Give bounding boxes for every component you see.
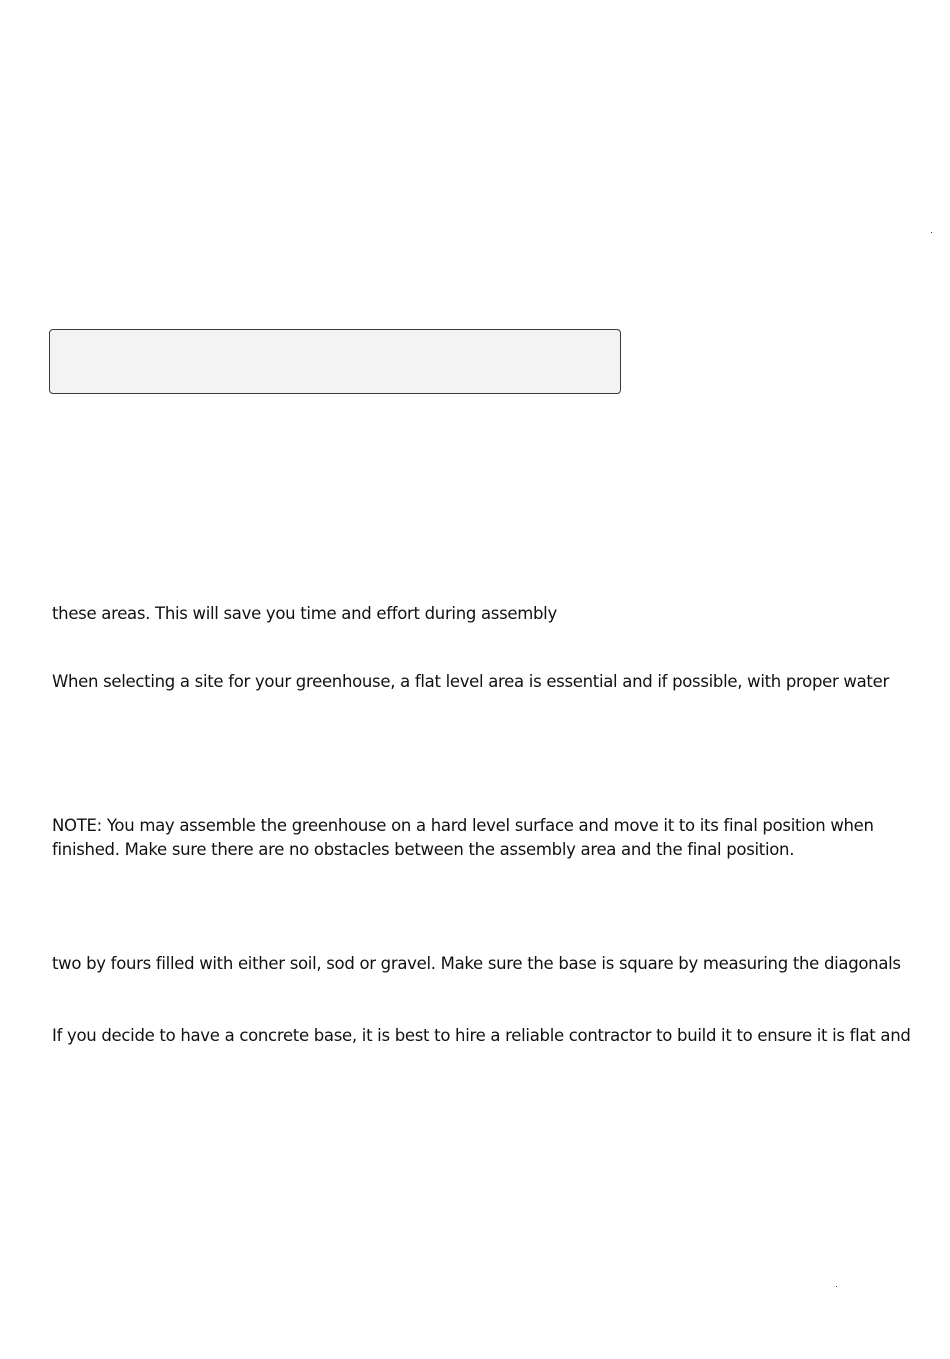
text-line-note: NOTE: You may assemble the greenhouse on a hard level surface and move it to its final position when [52, 816, 874, 835]
stray-mark [836, 1286, 837, 1287]
text-line-base-frame: two by fours filled with either soil, sod or gravel. Make sure the base is square by measuring the diagonals [52, 954, 901, 973]
text-line-concrete-base: If you decide to have a concrete base, it is best to hire a reliable contractor to build it to ensure it is flat and [52, 1026, 911, 1045]
empty-heading-box [49, 329, 621, 394]
text-line-assembly-areas: these areas. This will save you time and effort during assembly [52, 604, 557, 623]
stray-mark [931, 232, 932, 233]
text-line-note-continued: finished. Make sure there are no obstacles between the assembly area and the final position. [52, 840, 795, 859]
text-line-site-selection: When selecting a site for your greenhouse, a flat level area is essential and if possible, with proper water [52, 672, 889, 691]
